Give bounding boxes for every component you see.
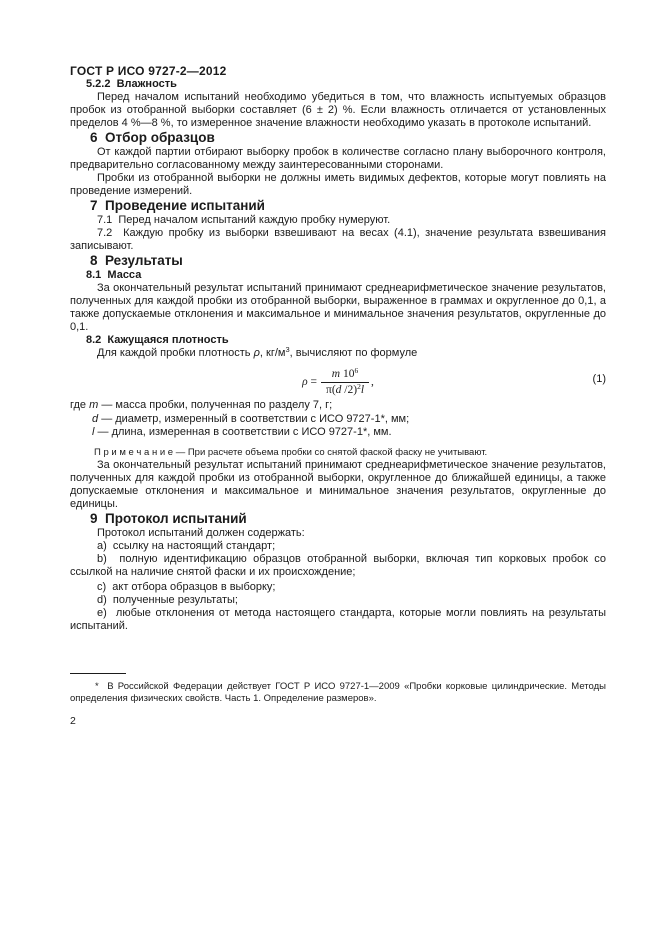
where-def-m <box>70 399 606 413</box>
section-6-para-2: Пробки из отобранной выборки не должны иметь видимых дефектов, которые могут повлиять на проведение измерений. <box>70 172 606 197</box>
intro-mid: , кг/м <box>259 347 286 359</box>
def-text-m: — масса пробки, полученная по разделу 7, г; <box>101 399 333 411</box>
var-d: d <box>335 383 342 396</box>
para-8-1: За окончательный результат испытаний принимают среднеарифметическое значение результатов, полученных для каждой пробки из отобранной выборки, выраженное в граммах и округленное до 0,1, а также допускаемые отклонения и максимальное и минимальное значения результатов, округленные до 0,1. <box>70 282 606 333</box>
pi-paren: π( <box>326 383 336 396</box>
equation-number: (1) <box>592 373 606 385</box>
formula-expression <box>302 365 374 399</box>
num-exponent: 6 <box>354 365 359 375</box>
note-8-2: П р и м е ч а н и е — При расчете объема пробки со снятой фаской фаску не учитывают. <box>94 446 488 458</box>
section-8-heading: 8 Результаты <box>90 253 183 268</box>
def-symbol-l: l <box>92 426 95 438</box>
formula-1 <box>70 365 606 399</box>
den-exponent: 2 <box>357 381 361 391</box>
para-5-2-2: Перед началом испытаний необходимо убедиться в том, что влажность испытуемых образцов пробок из отобранной выборки составляет (6 ± 2) %. Если влажность отличается от установленных пределов 4 %—8 %, то измеренное значение влажности необходимо указать в протоколе испытаний. <box>70 91 606 129</box>
protocol-item-a: a) ссылку на настоящий стандарт; <box>97 539 276 552</box>
def-symbol-m: m <box>89 399 99 411</box>
heading-8-1: 8.1 Масса <box>86 269 142 281</box>
den-mid: /2) <box>341 383 358 396</box>
formula-equals: = <box>310 376 318 388</box>
heading-8-2: 8.2 Кажущаяся плотность <box>86 334 229 346</box>
protocol-item-d: d) полученные результаты; <box>97 593 238 606</box>
num-base: 10 <box>342 367 355 380</box>
denominator <box>321 382 369 397</box>
section-9-heading: 9 Протокол испытаний <box>90 510 247 526</box>
fraction <box>321 365 369 397</box>
section-6-para-1: От каждой партии отбирают выборку пробок в количестве согласно плану выборочного контроля, предварительно согласованному между заинтересованными сторонами. <box>70 146 606 171</box>
where-def-l <box>70 426 606 440</box>
def-text-d: — диаметр, измеренный в соответствии с ИСО 9727-1*, мм; <box>101 412 410 425</box>
intro-pre: Для каждой пробки плотность <box>97 347 254 359</box>
var-m: m <box>331 367 341 380</box>
where-def-d <box>70 413 606 427</box>
formula-comma: , <box>371 376 374 388</box>
page-number: 2 <box>70 714 76 727</box>
para-7-2: 7.2 Каждую пробку из выборки взвешивают на весах (4.1), значение результата взвешивания записывают. <box>70 227 606 252</box>
def-symbol-d: d <box>92 412 99 425</box>
para-7-1: 7.1 Перед началом испытаний каждую пробку нумеруют. <box>97 214 391 226</box>
var-l: l <box>360 383 365 396</box>
where-label: где <box>70 399 87 411</box>
para-9-intro: Протокол испытаний должен содержать: <box>97 526 305 539</box>
def-text-l: — длина, измеренная в соответствии с ИСО 9727-1*, мм. <box>97 426 392 438</box>
m3-superscript: 3 <box>285 345 290 354</box>
intro-post: , вычисляют по формуле <box>289 347 418 359</box>
numerator <box>321 365 369 382</box>
page-content <box>70 0 606 727</box>
footnote-text: * В Российской Федерации действует ГОСТ Р ИСО 9727-1—2009 «Пробки корковые цилиндрические. Методы определения физических свойств. Часть 1. Определение размеров». <box>70 680 606 704</box>
section-7-heading: 7 Проведение испытаний <box>90 198 265 213</box>
para-8-2-conclusion: За окончательный результат испытаний принимают среднеарифметическое значение результатов, полученных для каждой пробки из отобранной выборки, округленное до ближайшей единицы, а также допускаемые отклонения и максимальное и минимальное значения результатов, округленные до единицы. <box>70 458 606 510</box>
where-list <box>70 399 606 440</box>
formula-rho: ρ <box>302 376 308 388</box>
heading-5-2-2: 5.2.2 Влажность <box>86 78 177 90</box>
running-head: ГОСТ Р ИСО 9727-2—2012 <box>70 64 227 78</box>
rho-symbol: ρ <box>253 347 260 359</box>
section-6-heading: 6 Отбор образцов <box>90 130 215 145</box>
footnote-rule <box>70 673 126 674</box>
protocol-item-e: e) любые отклонения от метода настоящего стандарта, которые могли повлиять на результаты испытаний. <box>70 606 606 632</box>
para-8-2-intro <box>70 347 606 360</box>
protocol-item-b: b) полную идентификацию образцов отобранной выборки, включая тип корковых пробок со ссылкой на наличие снятой фаски и их происхождение; <box>70 552 606 578</box>
protocol-item-c: c) акт отбора образцов в выборку; <box>97 580 276 593</box>
